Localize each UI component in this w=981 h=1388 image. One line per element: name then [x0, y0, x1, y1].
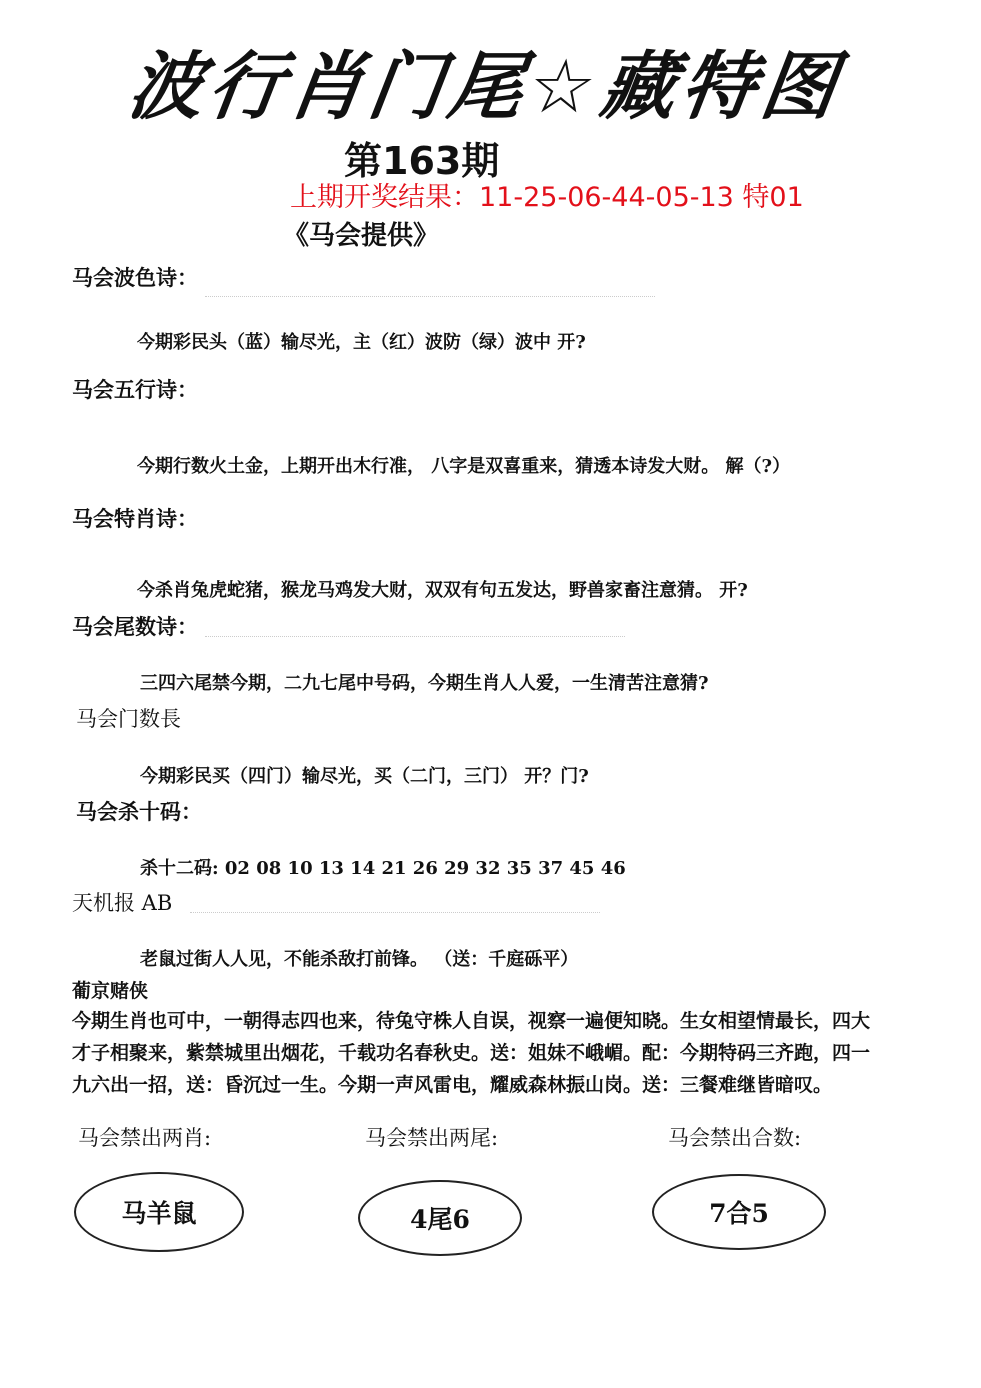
provider-label: 《马会提供》	[283, 221, 440, 251]
section-heading: 马会杀十码：	[76, 799, 202, 824]
section-poem: 老鼠过街人人见，不能杀敌打前锋。 （送：千庭砾平）	[140, 949, 579, 970]
section-poem: 杀十二码: 02 08 10 13 14 21 26 29 32 35 37 45 46	[140, 858, 626, 879]
section-heading: 马会特肖诗：	[72, 506, 198, 531]
section-heading: 马会门数長	[76, 707, 181, 731]
section-poem: 今期彩民头（蓝）输尽光，主（红）波防（绿）波中 开?	[137, 332, 586, 353]
ban-sum-label: 马会禁出合数:	[668, 1126, 802, 1150]
section-heading: 天机报 AB	[72, 891, 173, 915]
ban-tail-label: 马会禁出两尾:	[365, 1126, 499, 1150]
last-result: 上期开奖结果：11-25-06-44-05-13 特01	[290, 182, 804, 213]
ban-sum-oval	[652, 1174, 826, 1250]
ban-sum-value: 7合5	[709, 1199, 769, 1228]
issue-number: 第163期	[344, 139, 500, 183]
section-poem: 今期彩民买（四门）输尽光，买（二门，三门） 开？门?	[140, 766, 589, 787]
section-heading: 马会波色诗：	[72, 265, 198, 290]
section-poem: 今期行数火土金，上期开出木行准， 八字是双喜重来，猜透本诗发大财。 解（?）	[137, 456, 791, 477]
banner-title: 波行肖门尾☆藏特图	[123, 44, 848, 130]
puyin-heading: 葡京赌侠	[72, 980, 149, 1002]
ban-zodiac-value: 马羊鼠	[121, 1199, 197, 1228]
puyin-text: 今期生肖也可中，一朝得志四也来，待兔守株人自误，视察一遍便知晓。生女相望情最长，四大才子相聚来，紫禁城里出烟花，千载功名春秋史。送：姐妹不峨嵋。配：今期特码三齐跑，四一九六出一招，送：昏沉过一生。今期一声风雷电，耀威森林振山岗。送：三餐难继皆暗叹。	[72, 1010, 871, 1096]
section-poem: 今杀肖兔虎蛇猪，猴龙马鸡发大财，双双有句五发达，野兽家畜注意猜。 开?	[137, 580, 748, 601]
section-heading: 马会五行诗：	[72, 377, 198, 402]
ban-zodiac-oval	[74, 1172, 244, 1252]
ban-tail-oval	[358, 1180, 522, 1256]
divider	[190, 912, 600, 913]
divider	[205, 296, 655, 297]
section-poem: 三四六尾禁今期，二九七尾中号码，今期生肖人人爱，一生清苦注意猜?	[140, 673, 709, 694]
ban-tail-value: 4尾6	[410, 1205, 470, 1234]
section-heading: 马会尾数诗：	[72, 614, 198, 639]
divider	[205, 636, 625, 637]
ban-zodiac-label: 马会禁出两肖:	[78, 1126, 212, 1150]
